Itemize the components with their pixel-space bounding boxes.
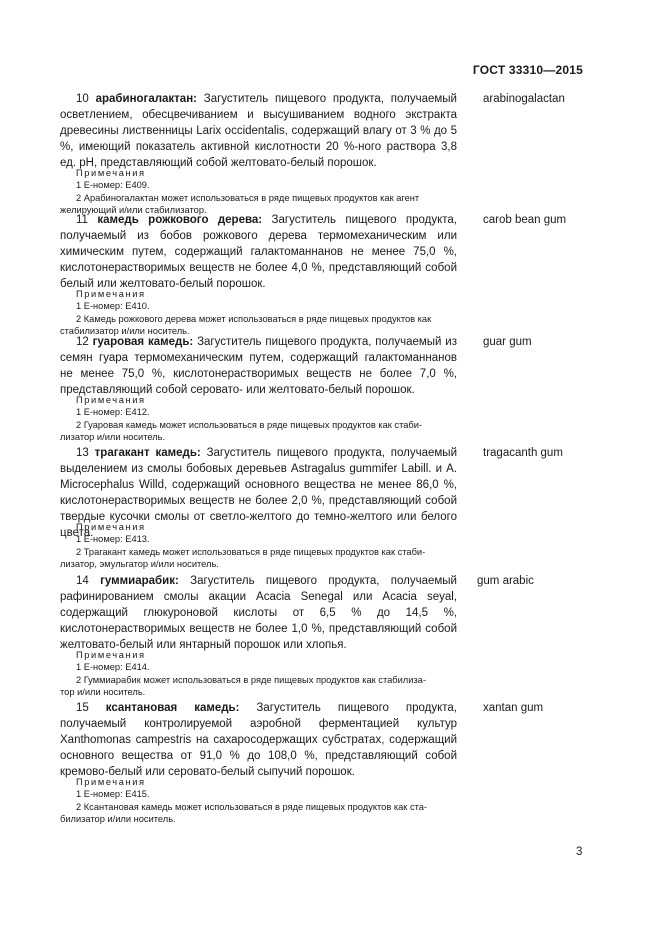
term-text: Загуститель пищевого продукта, получаемый из семян гуара термомеханическим путем, содержащий галактоманнанов не менее 75,0 %, кислотонерастворимых веществ не более 7,0 %, представляющий собой серовато- или желтовато-белый порошок. xyxy=(60,336,457,396)
term-english: gum arabic xyxy=(477,575,534,587)
note-1: 1 Е-номер: Е414. xyxy=(76,662,150,673)
term-number: 11 xyxy=(76,214,88,226)
term-definition xyxy=(60,92,457,172)
page-number: 3 xyxy=(576,846,583,858)
note-2-continued: желирующий и/или стабилизатор. xyxy=(60,205,207,216)
term-definition xyxy=(60,574,457,654)
note-2: 2 Гуммиарабик может использоваться в ряде пищевых продуктов как стабилиза- xyxy=(76,674,426,685)
term-notes xyxy=(60,394,457,444)
term-english: tragacanth gum xyxy=(483,447,563,459)
term-name: арабиногалактан: xyxy=(95,93,197,105)
term-name: гуммиарабик: xyxy=(100,575,179,587)
term-number: 14 xyxy=(76,575,89,587)
notes-title: Примечания xyxy=(76,777,146,787)
term-number: 13 xyxy=(76,447,89,459)
note-1: 1 Е-номер: Е410. xyxy=(76,301,150,312)
term-name: гуаровая камедь: xyxy=(92,336,194,348)
term-text: Загуститель пищевого продукта, получаемый выделением из смолы бобовых деревьев Astragalus gummifer Labill. и A. Microcephalus Willd, содержащий основного вещества не менее 86,0 %, кислотонерастворимых веществ не более 2,0 %, представляющий собой твердые кусочки смолы от светло-желтого до темно-желтого или белого цвета. xyxy=(60,447,458,539)
note-2: 2 Ксантановая камедь может использоваться в ряде пищевых продуктов как ста- xyxy=(76,801,428,812)
term-english: arabinogalactan xyxy=(483,93,565,105)
note-1: 1 Е-номер: Е412. xyxy=(76,407,150,418)
note-2-continued: стабилизатор и/или носитель. xyxy=(60,326,190,337)
note-2-continued: лизатор и/или носитель. xyxy=(60,432,166,443)
note-2-continued: тор и/или носитель. xyxy=(60,687,146,698)
note-1: 1 Е-номер: Е413. xyxy=(76,534,150,545)
term-definition xyxy=(60,335,457,399)
note-2-continued: билизатор и/или носитель. xyxy=(60,814,176,825)
notes-title: Примечания xyxy=(76,395,146,405)
term-notes xyxy=(60,776,457,826)
notes-title: Примечания xyxy=(76,522,146,532)
term-name: ксантановая камедь: xyxy=(105,702,240,714)
term-english: guar gum xyxy=(483,336,532,348)
notes-title: Примечания xyxy=(76,289,146,299)
term-notes xyxy=(60,649,457,699)
note-1: 1 Е-номер: Е415. xyxy=(76,789,150,800)
term-text: Загуститель пищевого продукта, получаемый контролируемой аэробной ферментацией культур Xanthomonas campestris на сахаросодержащих субстратах, содержащий основного вещества от 91,0 % до 108,0 %, представляющий собой кремово-белый или серовато-белый сыпучий порошок. xyxy=(60,702,457,778)
note-2-continued: лизатор, эмульгатор и/или носитель. xyxy=(60,559,219,570)
term-notes xyxy=(60,521,457,571)
term-text: Загуститель пищевого продукта, получаемый из бобов рожкового дерева термомеханическим или химическим путем, содержащий галактоманнанов не менее 75,0 %, кислотонерастворимых веществ не более 4,0 %, представляющий собой белый или желтовато-белый порошок. xyxy=(60,214,457,290)
note-2: 2 Гуаровая камедь может использоваться в ряде пищевых продуктов как стаби- xyxy=(76,419,423,430)
term-number: 15 xyxy=(76,702,89,714)
notes-title: Примечания xyxy=(76,650,146,660)
term-text: Загуститель пищевого продукта, получаемый рафинированием смолы акации Acacia Senegal или Acacia seyal, содержащий глюкуроновой кислоты от 6,5 % до 14,5 %, кислотонерастворимых веществ не более 1,0 %, представляющий собой желтовато-белый или янтарный порошок или хлопья. xyxy=(60,575,457,651)
term-definition xyxy=(60,701,457,781)
term-name: трагакант камедь: xyxy=(94,447,201,459)
term-notes xyxy=(60,167,457,217)
note-1: 1 Е-номер: Е409. xyxy=(76,180,150,191)
term-name: камедь рожкового дерева: xyxy=(97,214,263,226)
note-2: 2 Трагакант камедь может использоваться в ряде пищевых продуктов как стаби- xyxy=(76,546,426,557)
notes-title: Примечания xyxy=(76,168,146,178)
term-english: xantan gum xyxy=(483,702,544,714)
term-text: Загуститель пищевого продукта, получаемый осветлением, обесцвечиванием и высушиванием водного экстракта древесины лиственницы Larix occidentalis, содержащий влагу от 3 % до 5 %, имеющий показатель активной кислотности 20 %-ного раствора 3,8 ед. pH, представляющий собой желтовато-белый порошок. xyxy=(60,93,457,169)
term-number: 10 xyxy=(76,93,89,105)
term-english: carob bean gum xyxy=(483,214,567,226)
term-notes xyxy=(60,288,457,338)
note-2: 2 Камедь рожкового дерева может использоваться в ряде пищевых продуктов как xyxy=(76,313,432,324)
note-2: 2 Арабиногалактан может использоваться в ряде пищевых продуктов как агент xyxy=(76,192,420,203)
document-header: ГОСТ 33310—2015 xyxy=(472,63,583,77)
term-number: 12 xyxy=(76,336,89,348)
term-definition xyxy=(60,213,457,293)
